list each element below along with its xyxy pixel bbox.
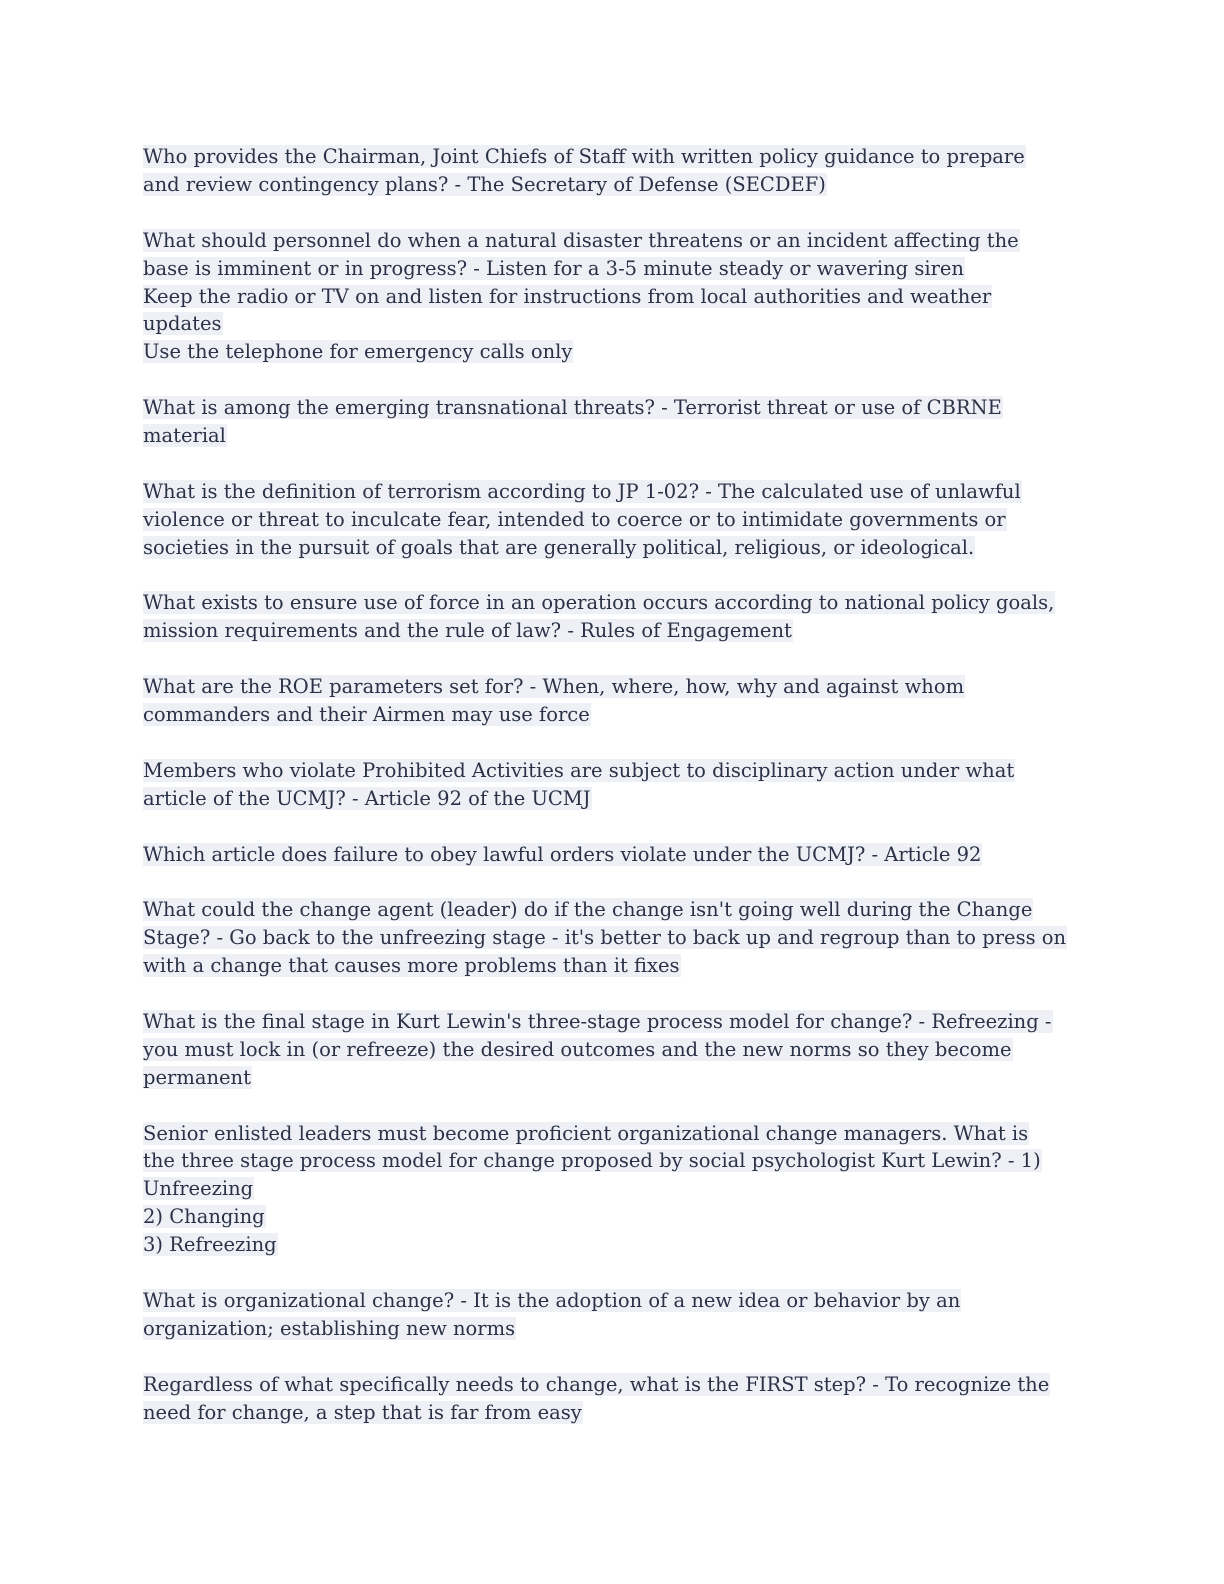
qa-item (143, 896, 1083, 980)
text-line: permanent (143, 1065, 251, 1089)
qa-item (143, 589, 1083, 645)
text-line: organization; establishing new norms (143, 1316, 516, 1340)
text-line: What should personnel do when a natural disaster threatens or an incident affecting the (143, 228, 1019, 252)
text-line: Unfreezing (143, 1177, 254, 1201)
text-line: material (143, 424, 226, 448)
text-line: What is organizational change? - It is the adoption of a new idea or behavior by an (143, 1288, 961, 1312)
qa-item (143, 394, 1083, 450)
qa-item (143, 1008, 1083, 1092)
text-line: with a change that causes more problems than it fixes (143, 954, 680, 978)
text-line: What could the change agent (leader) do if the change isn't going well during the Change (143, 898, 1033, 922)
text-line: and review contingency plans? - The Secretary of Defense (SECDEF) (143, 172, 826, 196)
qa-item (143, 757, 1083, 813)
text-line: updates (143, 312, 222, 336)
qa-item (143, 1120, 1083, 1260)
text-line: What are the ROE parameters set for? - When, where, how, why and against whom (143, 675, 965, 699)
text-line: 3) Refreezing (143, 1233, 277, 1257)
text-line: mission requirements and the rule of law? - Rules of Engagement (143, 619, 792, 643)
text-line: Which article does failure to obey lawful orders violate under the UCMJ? - Article 92 (143, 842, 982, 866)
qa-item (143, 227, 1083, 367)
text-line: What is the definition of terrorism according to JP 1-02? - The calculated use of unlawful (143, 479, 1021, 503)
text-line: need for change, a step that is far from easy (143, 1400, 582, 1424)
text-line: Regardless of what specifically needs to change, what is the FIRST step? - To recognize the (143, 1372, 1050, 1396)
text-line: article of the UCMJ? - Article 92 of the UCMJ (143, 786, 591, 810)
text-line: commanders and their Airmen may use force (143, 703, 590, 727)
text-line: What is among the emerging transnational threats? - Terrorist threat or use of CBRNE (143, 396, 1002, 420)
text-line: 2) Changing (143, 1205, 265, 1229)
text-line: Members who violate Prohibited Activities are subject to disciplinary action under what (143, 758, 1015, 782)
text-line: What is the final stage in Kurt Lewin's three-stage process model for change? - Refreezing - (143, 1009, 1052, 1033)
text-line: societies in the pursuit of goals that are generally political, religious, or ideological. (143, 535, 975, 559)
text-line: violence or threat to inculcate fear, intended to coerce or to intimidate governments or (143, 507, 1006, 531)
text-line: Use the telephone for emergency calls only (143, 340, 573, 364)
text-line: Who provides the Chairman, Joint Chiefs of Staff with written policy guidance to prepare (143, 145, 1025, 168)
qa-item (143, 478, 1083, 562)
text-line: Stage? - Go back to the unfreezing stage - it's better to back up and regroup than to press on (143, 926, 1067, 950)
text-line: Senior enlisted leaders must become proficient organizational change managers. What is (143, 1121, 1029, 1145)
qa-item (143, 143, 1083, 199)
qa-item (143, 1287, 1083, 1343)
text-line: base is imminent or in progress? - Listen for a 3-5 minute steady or wavering siren (143, 256, 964, 280)
text-line: Keep the radio or TV on and listen for instructions from local authorities and weather (143, 284, 992, 308)
document-page (143, 143, 1083, 1454)
text-line: you must lock in (or refreeze) the desired outcomes and the new norms so they become (143, 1037, 1012, 1061)
text-line: the three stage process model for change proposed by social psychologist Kurt Lewin? - 1) (143, 1149, 1041, 1173)
qa-item (143, 673, 1083, 729)
qa-item (143, 841, 1083, 869)
text-line: What exists to ensure use of force in an operation occurs according to national policy goals, (143, 591, 1055, 615)
qa-item (143, 1371, 1083, 1427)
